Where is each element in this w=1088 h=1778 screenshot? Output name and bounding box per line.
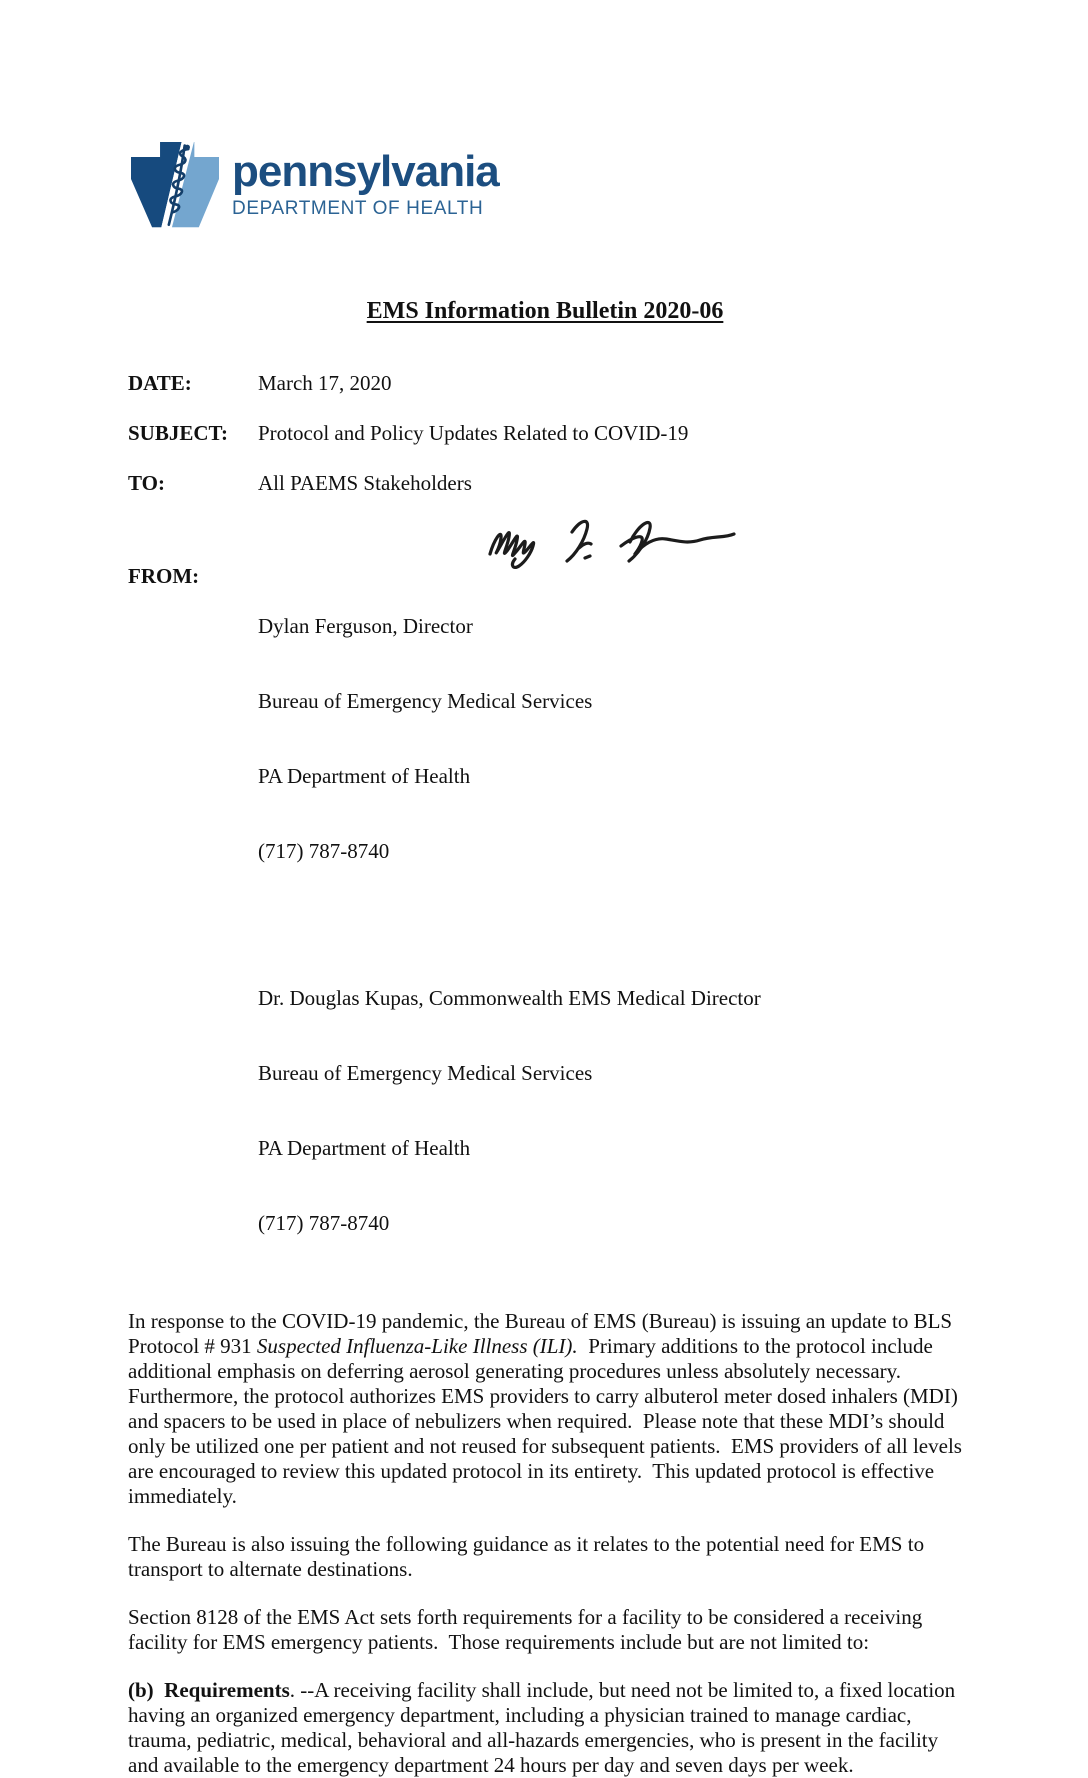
paragraph-guidance: The Bureau is also issuing the following guidance as it relates to the potential need for EMS to transport to alternate destinations.: [128, 1532, 930, 1581]
paragraph-requirements: [128, 1678, 962, 1778]
contact-line: PA Department of Health: [258, 1136, 471, 1160]
contact-line: (717) 787-8740: [258, 839, 390, 863]
spacer-label: [128, 936, 258, 1286]
from-contact-2: [258, 936, 962, 1286]
contact-line: Bureau of Emergency Medical Services: [258, 689, 593, 713]
subject-label: SUBJECT:: [128, 421, 228, 445]
to-value: All PAEMS Stakeholders: [258, 471, 472, 495]
from-contact-1: [258, 564, 962, 914]
page-title: EMS Information Bulletin 2020-06: [366, 298, 724, 324]
memo-row-from: [128, 564, 962, 914]
memo-row-subject: [128, 421, 962, 446]
requirements-heading: (b) Requirements: [128, 1678, 290, 1702]
contact-line: (717) 787-8740: [258, 1211, 390, 1235]
logo-brand-name: pennsylvania: [232, 147, 499, 196]
requirements-text: . --A receiving facility shall include, but need not be limited to, a fixed location having an organized emergency department, including a physician trained to manage cardiac, trauma, pediatric, medical, behavioral and all-hazards emergencies, who is present in the facility and available to the emergency department 24 hours per day and seven days per week.: [128, 1678, 961, 1777]
paragraph-section-8128: Section 8128 of the EMS Act sets forth requirements for a facility to be considered a receiving facility for EMS emergency patients. Those requirements include but are not limited to:: [128, 1605, 928, 1654]
memo-header-block: [128, 371, 962, 1286]
logo-brand-subtitle: DEPARTMENT OF HEALTH: [232, 198, 484, 219]
date-value: March 17, 2020: [258, 371, 392, 395]
memo-row-from-contact-2: [128, 936, 962, 1286]
contact-line: Bureau of Emergency Medical Services: [258, 1061, 593, 1085]
para1-protocol-title: Suspected Influenza-Like Illness (ILI).: [256, 1334, 578, 1358]
subject-value: Protocol and Policy Updates Related to COVID-19: [258, 421, 689, 445]
memo-row-to: [128, 471, 962, 496]
from-label: FROM:: [128, 564, 200, 588]
date-label: DATE:: [128, 371, 192, 395]
memo-row-date: [128, 371, 962, 396]
to-label: TO:: [128, 471, 165, 495]
paragraph-protocol-update: [128, 1309, 968, 1509]
contact-line: PA Department of Health: [258, 764, 471, 788]
para1-text-continued: Primary additions to the protocol include additional emphasis on deferring aerosol generating procedures unless absolutely necessary. Furthermore, the protocol authorizes EMS providers to carry albuterol meter dosed inhalers (MDI) and spacers to be used in place of nebulizers when required. Please note that these MDI’s should only be utilized one per patient and not reused for subsequent patients. EMS providers of all levels are encouraged to review this updated protocol in its entirety. This updated protocol is effective immediately.: [128, 1334, 968, 1508]
contact-line: Dylan Ferguson, Director: [258, 614, 473, 638]
para1-text: In response to the COVID-19 pandemic, the Bureau of EMS (Bureau) is issuing an update to BLS Protocol # 931: [128, 1309, 958, 1358]
contact-line: Dr. Douglas Kupas, Commonwealth EMS Medical Director: [258, 986, 761, 1010]
